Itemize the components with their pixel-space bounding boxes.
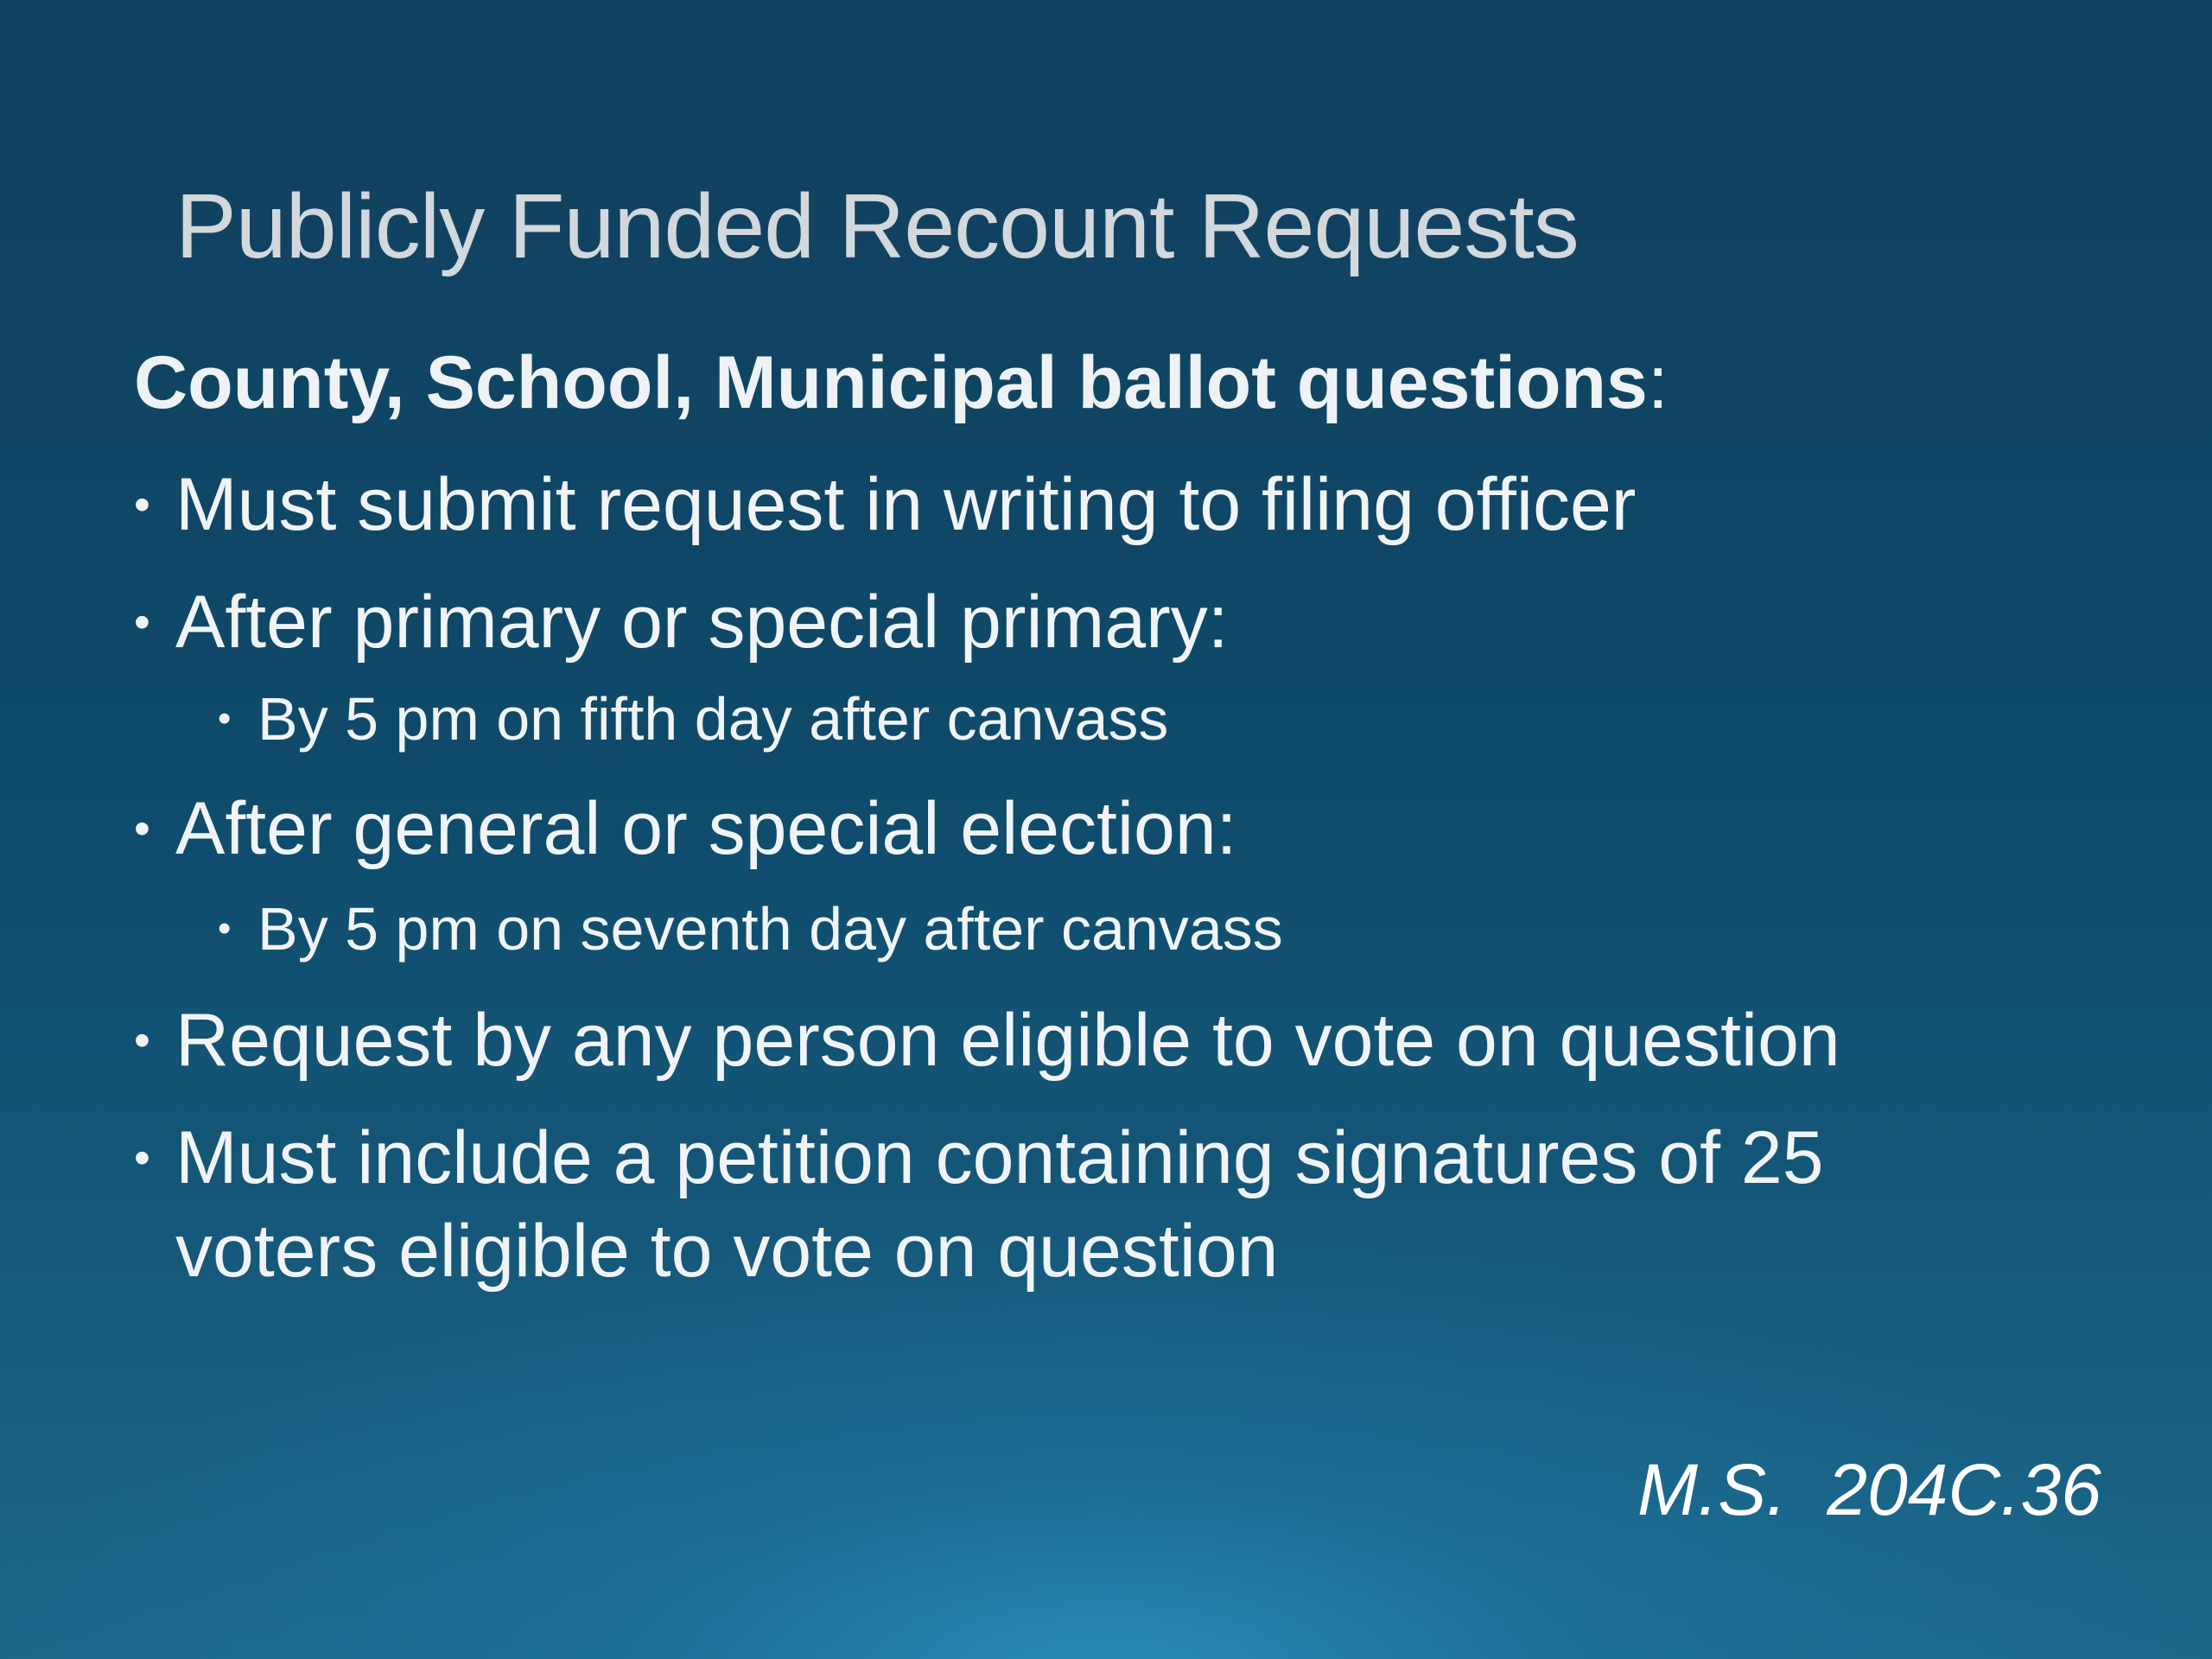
sub-bullet-text: By 5 pm on fifth day after canvass: [257, 685, 1169, 753]
sub-bullet-seventh-day: [218, 890, 2032, 968]
sub-bullet-text: By 5 pm on seventh day after canvass: [257, 895, 1283, 963]
bullet-text: After general or special election:: [175, 787, 1237, 870]
slide-title: Publicly Funded Recount Requests: [175, 175, 1579, 277]
bullet-text-line-1: Must include a petition containing signatures of 25: [175, 1116, 1824, 1199]
bullet-dot: •: [134, 1014, 150, 1066]
bullet-eligible-requester: [134, 994, 2121, 1087]
bullet-dot: •: [134, 1132, 150, 1184]
statute-citation: M.S. 204C.36: [1637, 1449, 2101, 1530]
sub-bullet-dot: •: [218, 697, 232, 740]
bullet-petition-requirement: [134, 1111, 2121, 1298]
bullet-text: Must submit request in writing to filing officer: [175, 463, 1637, 546]
bullet-text: Request by any person eligible to vote on question: [175, 999, 1840, 1082]
section-heading: [134, 335, 1669, 430]
sub-bullet-fifth-day: [218, 680, 2032, 758]
sub-bullet-dot: •: [218, 907, 232, 950]
bullet-after-general: [134, 782, 2035, 875]
bullet-text: After primary or special primary:: [175, 581, 1229, 664]
bullet-dot: •: [134, 479, 150, 531]
section-heading-colon: :: [1647, 341, 1669, 424]
bullet-text-line-2: voters eligible to vote on question: [175, 1210, 1279, 1293]
section-heading-text: County, School, Municipal ballot questions: [134, 341, 1648, 424]
bullet-dot: •: [134, 803, 150, 855]
bullet-submit-in-writing: [134, 458, 2035, 551]
bullet-after-primary: [134, 575, 2035, 669]
bullet-dot: •: [134, 596, 150, 648]
